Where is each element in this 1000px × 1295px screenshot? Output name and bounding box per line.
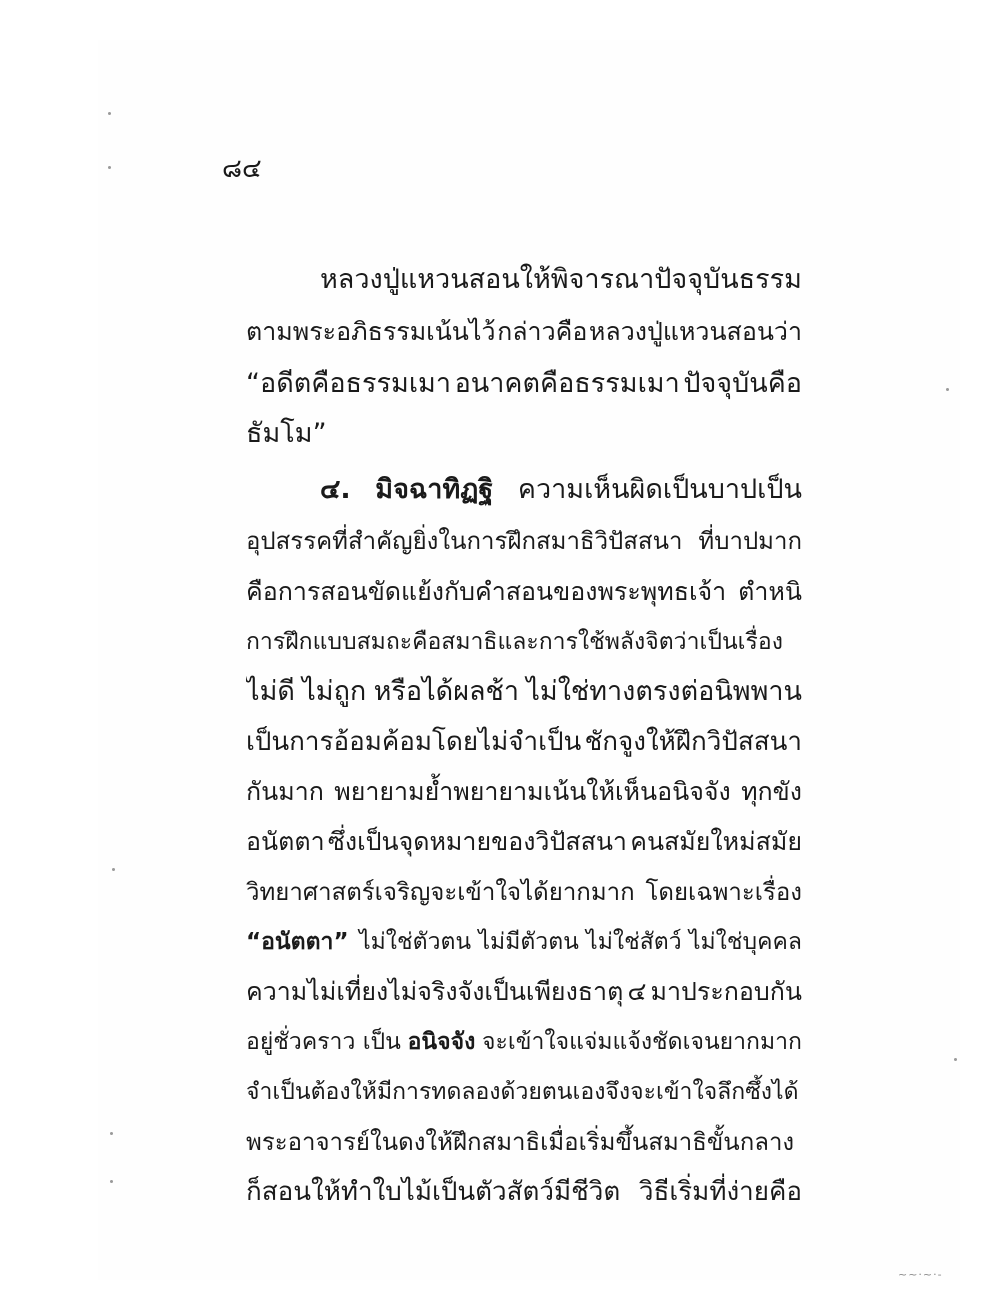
paragraph-1-line xyxy=(246,312,802,352)
paragraph-1-line xyxy=(320,260,802,300)
text-run: ปัจจุบันคือ xyxy=(683,368,802,399)
text-run: “อดีตคือธรรมเมา xyxy=(246,368,452,399)
text-run: หลวงปู่แหวนสอนให้พิจารณาปัจจุบันธรรม xyxy=(320,264,802,295)
text-run: อุปสรรคที่สำคัญยิ่งในการฝึกสมาธิวิปัสสนา xyxy=(246,527,683,555)
paragraph-2-line xyxy=(246,1022,802,1062)
anatta-term: “อนัตตา” xyxy=(246,929,349,955)
text-run: ทุกขัง xyxy=(741,777,802,806)
text-run: พระอาจารย์ในดงให้ฝึกสมาธิเมื่อเริ่มขึ้นสมาธิขั้นกลาง xyxy=(246,1128,795,1156)
text-run: ที่บาปมาก xyxy=(698,527,802,555)
margin-speck xyxy=(112,868,115,871)
margin-speck xyxy=(110,1132,113,1135)
item-term: มิจฉาทิฏฐิ xyxy=(375,474,494,505)
text-run: อยู่ชั่วคราว เป็น xyxy=(246,1029,401,1055)
paragraph-2-line xyxy=(246,1072,802,1112)
text-run: ไม่ใช่ตัวตน ไม่มีตัวตน ไม่ใช่สัตว์ ไม่ใช่บุคคล xyxy=(359,929,802,955)
text-run: โดยเฉพาะเรื่อง xyxy=(645,878,802,906)
text-run: เป็นการอ้อมค้อมโดยไม่จำเป็น xyxy=(246,727,582,757)
paragraph-1-line xyxy=(246,414,802,454)
page-number: ๘๔ xyxy=(222,154,262,184)
text-run: ตำหนิ xyxy=(738,577,802,606)
text-run: กล่าวคือ xyxy=(497,317,588,346)
paragraph-2-line xyxy=(246,672,802,712)
margin-speck xyxy=(110,1180,113,1183)
text-run: กันมาก xyxy=(246,777,324,806)
text-run: วิทยาศาสตร์เจริญจะเข้าใจได้ยากมาก xyxy=(246,878,635,906)
text-run: ก็สอนให้ทำใบไม้เป็นตัวสัตว์มีชีวิต xyxy=(246,1177,621,1207)
margin-speck xyxy=(946,388,949,391)
margin-speck xyxy=(954,1058,957,1061)
item-number: ๔. xyxy=(320,474,351,505)
text-run: ธัมโม” xyxy=(246,418,327,449)
paragraph-2-line xyxy=(246,1122,802,1162)
text-run: ชักจูงให้ฝึกวิปัสสนา xyxy=(584,727,802,757)
paragraph-2-line xyxy=(246,1172,802,1212)
text-run: ไม่ดี xyxy=(246,676,295,707)
paragraph-2-lead-line xyxy=(320,470,802,510)
margin-scribble: ~~·~·‑ xyxy=(898,1268,943,1281)
paragraph-2-line xyxy=(246,521,802,561)
text-run: จะเข้าใจแจ่มแจ้งชัดเจนยากมาก xyxy=(482,1029,802,1055)
paragraph-2-line xyxy=(246,772,802,812)
text-run: ความเห็นผิดเป็นบาปเป็น xyxy=(517,474,802,505)
paragraph-2-line xyxy=(246,822,802,862)
paragraph-2-line xyxy=(246,622,802,662)
paragraph-2-line xyxy=(246,872,802,912)
text-run: ไม่ถูก xyxy=(302,676,367,707)
paragraph-2-line xyxy=(246,572,802,612)
text-run: วิธีเริ่มที่ง่ายคือ xyxy=(638,1177,802,1207)
anicca-term: อนิจจัง xyxy=(407,1029,476,1055)
text-run: ๔ xyxy=(627,977,647,1006)
paragraph-1-line xyxy=(246,364,802,404)
text-run: หรือได้ผลช้า xyxy=(373,676,520,707)
text-run: ซึ่งเป็นจุดหมายของวิปัสสนา xyxy=(327,827,627,856)
text-run: อนาคตคือธรรมเมา xyxy=(454,368,680,399)
paragraph-2-line xyxy=(246,972,802,1012)
margin-speck xyxy=(108,112,111,115)
paragraph-2-line xyxy=(246,722,802,762)
text-run: มาประกอบกัน xyxy=(650,977,802,1006)
text-run: อนัตตา xyxy=(246,827,325,856)
text-run: การฝึกแบบสมถะคือสมาธิและการใช้พลังจิตว่าเป็นเรื่อง xyxy=(246,629,783,655)
text-run: จำเป็นต้องให้มีการทดลองด้วยตนเองจึงจะเข้าใจลึกซึ้งได้ xyxy=(246,1079,799,1105)
paragraph-2-line xyxy=(246,922,802,962)
text-run: ไม่ใช่ทางตรงต่อนิพพาน xyxy=(526,676,802,707)
text-run: ความไม่เที่ยงไม่จริงจังเป็นเพียงธาตุ xyxy=(246,977,624,1006)
text-run: คือการสอนขัดแย้งกับคำสอนของพระพุทธเจ้า xyxy=(246,577,727,606)
text-run: คนสมัยใหม่สมัย xyxy=(630,827,802,856)
margin-speck xyxy=(108,166,111,169)
text-run: พยายามย้ำพยายามเน้นให้เห็นอนิจจัง xyxy=(334,777,731,806)
text-run: หลวงปู่แหวนสอนว่า xyxy=(588,317,802,346)
text-run: ตามพระอภิธรรมเน้นไว้ xyxy=(246,317,496,346)
